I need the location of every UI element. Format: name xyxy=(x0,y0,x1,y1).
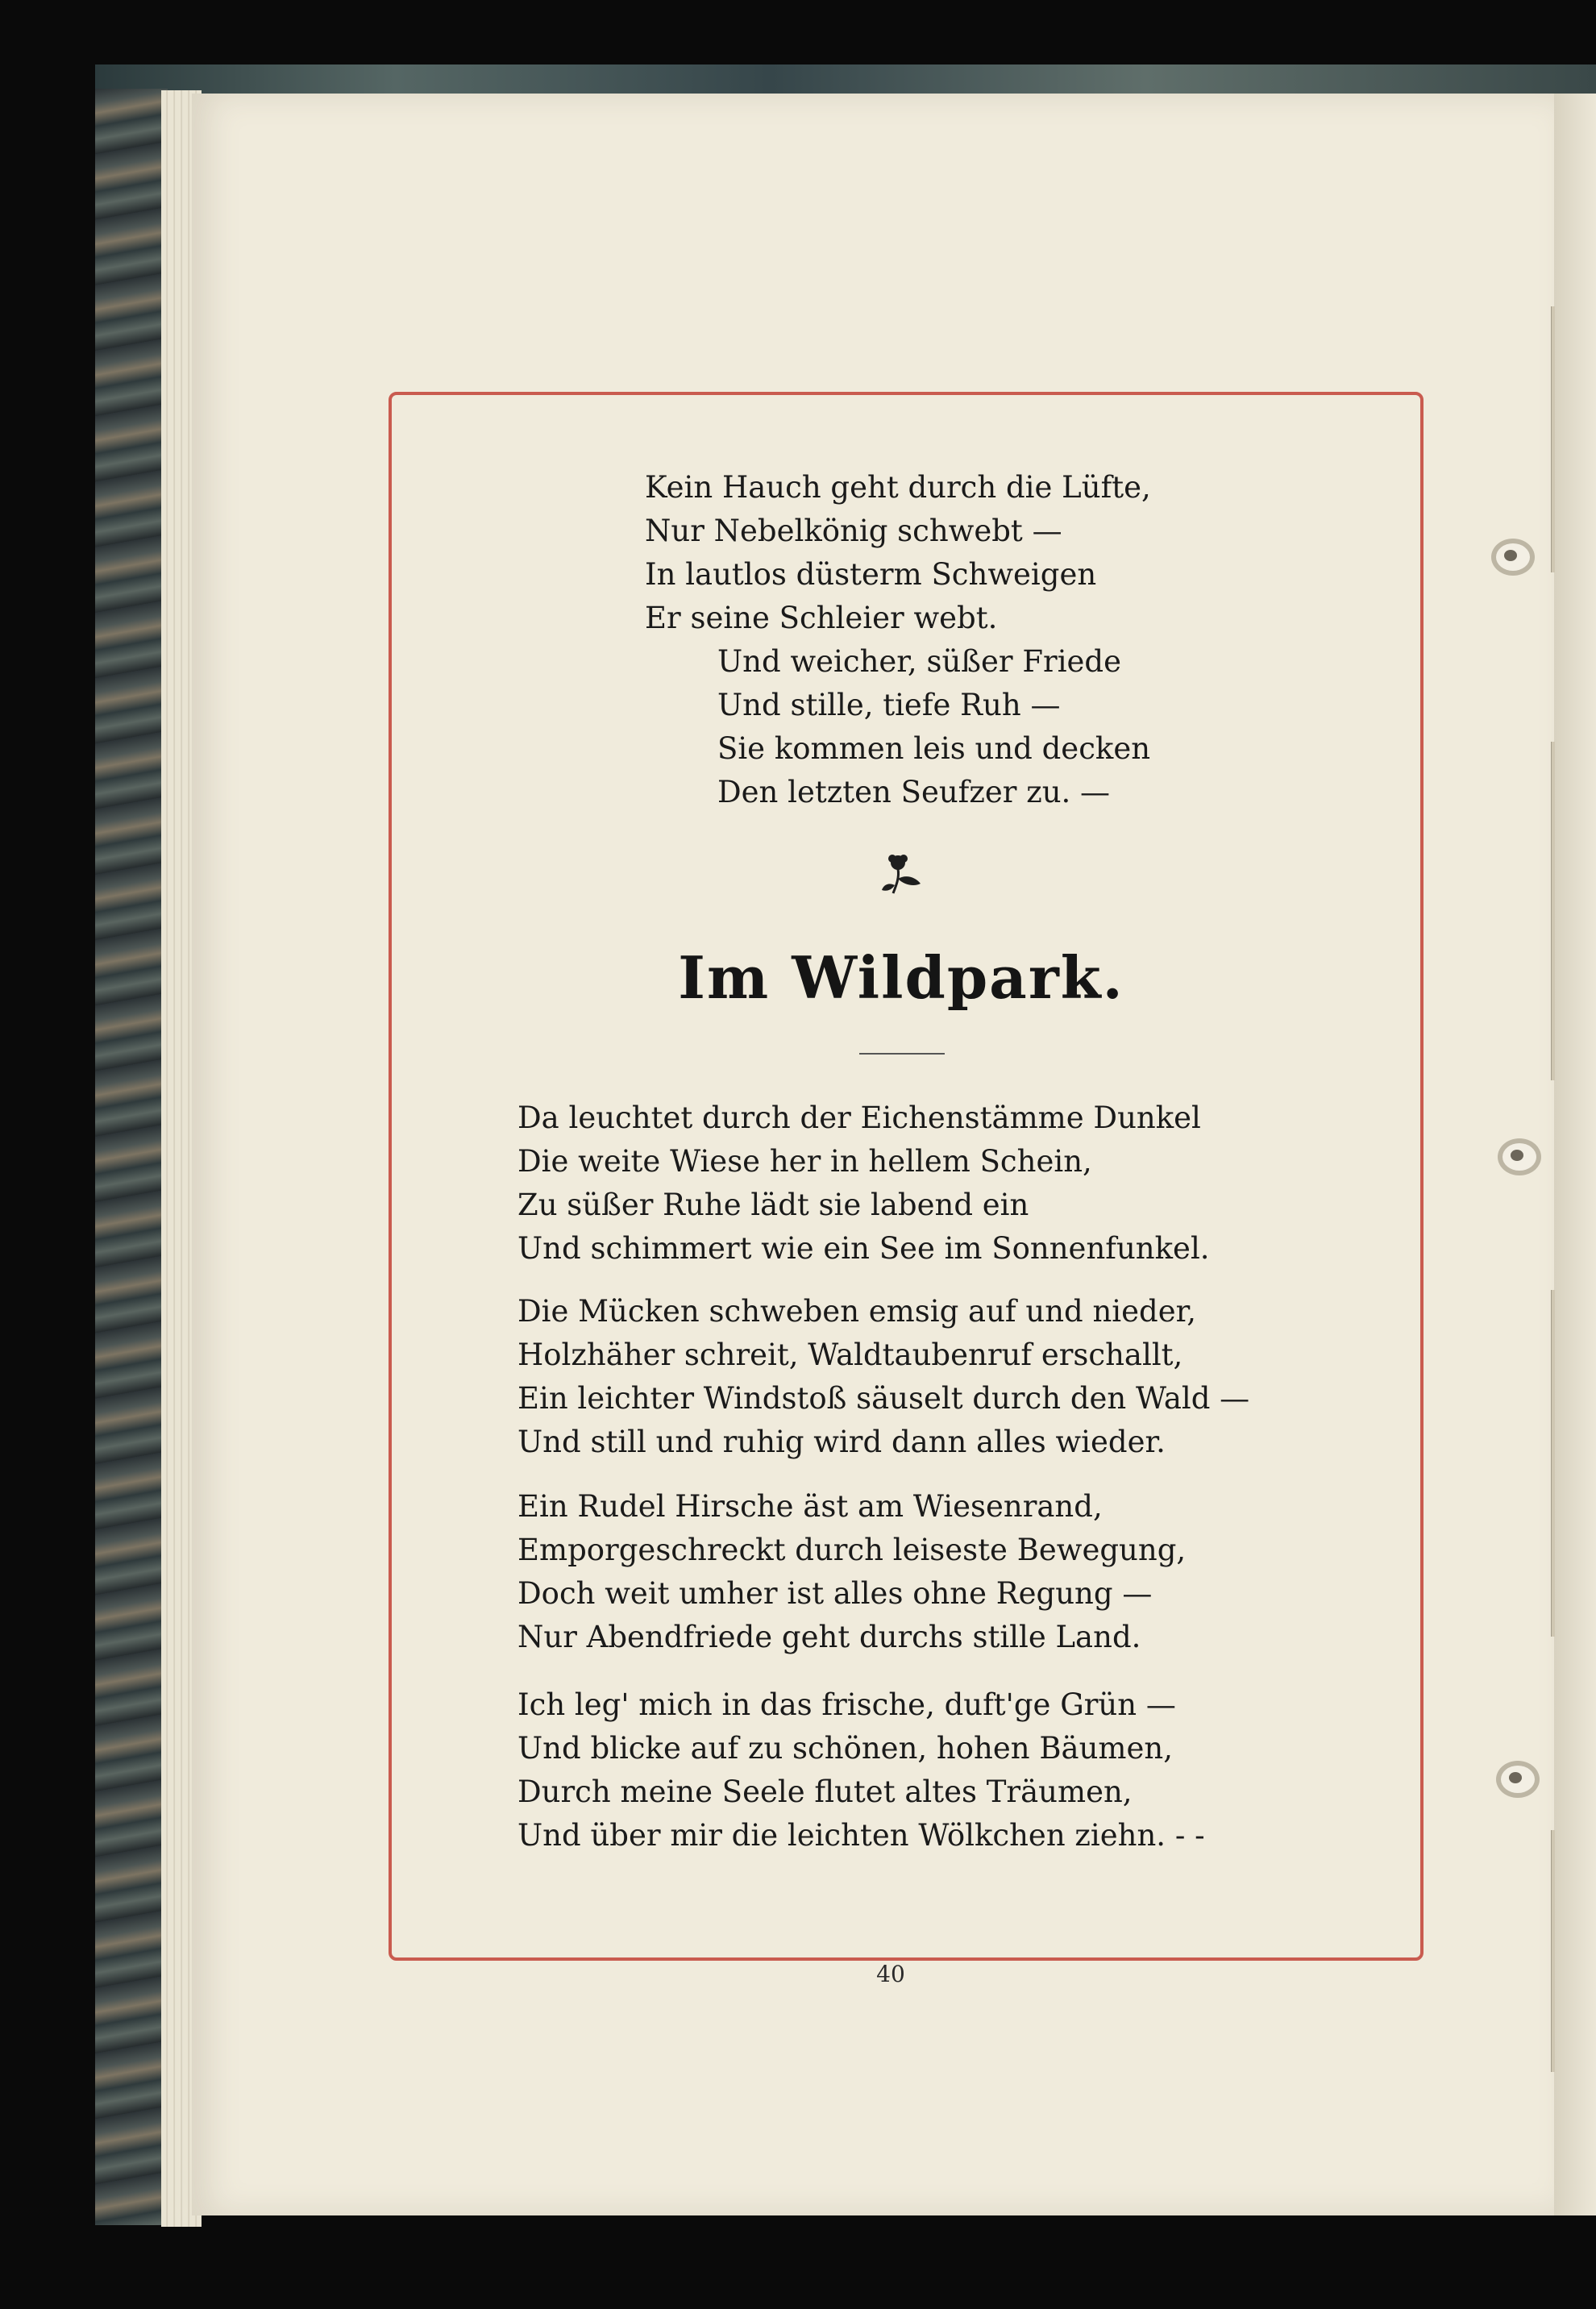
verse-line: Und blicke auf zu schönen, hohen Bäumen, xyxy=(517,1731,1174,1766)
verse-line: Und über mir die leichten Wölkchen ziehn. - - xyxy=(517,1818,1205,1853)
verse-line: Er seine Schleier webt. xyxy=(645,601,998,635)
flower-ornament-icon xyxy=(879,853,927,897)
verse-line: Zu süßer Ruhe lädt sie labend ein xyxy=(517,1188,1029,1222)
verse-line: Die weite Wiese her in hellem Schein, xyxy=(517,1144,1092,1179)
binding-hole xyxy=(1498,1138,1541,1175)
verse-line: Ich leg' mich in das frische, duft'ge Grün — xyxy=(517,1687,1176,1722)
stanza-2 xyxy=(517,1290,1249,1464)
page-number: 40 xyxy=(876,1961,905,1987)
binding-thread xyxy=(1551,306,1555,572)
verse-line: Und weicher, süßer Friede xyxy=(717,644,1121,679)
verse-line: Holzhäher schreit, Waldtaubenruf erschallt, xyxy=(517,1338,1183,1372)
binding-thread xyxy=(1551,742,1555,1080)
verse-line: Und schimmert wie ein See im Sonnenfunkel. xyxy=(517,1231,1210,1266)
stanza-3 xyxy=(517,1485,1186,1659)
stanza-1 xyxy=(517,1096,1210,1271)
poem-title: Im Wildpark. xyxy=(678,943,1124,1012)
verse-line: Emporgeschreckt durch leiseste Bewegung, xyxy=(517,1533,1187,1567)
stanza-4 xyxy=(517,1683,1205,1858)
verse-line: Nur Abendfriede geht durchs stille Land. xyxy=(517,1620,1141,1654)
verse-line: Kein Hauch geht durch die Lüfte, xyxy=(645,470,1151,505)
next-page-edge xyxy=(1554,94,1596,2215)
verse-line: Ein Rudel Hirsche äst am Wiesenrand, xyxy=(517,1489,1103,1524)
poem-top xyxy=(645,466,1151,814)
verse-line: Und still und ruhig wird dann alles wieder. xyxy=(517,1425,1166,1459)
verse-line: Sie kommen leis und decken xyxy=(717,731,1151,766)
binding-hole xyxy=(1491,539,1535,576)
verse-line: Da leuchtet durch der Eichenstämme Dunkel xyxy=(517,1100,1201,1135)
binding-thread xyxy=(1551,1290,1555,1637)
verse-line: Nur Nebelkönig schwebt — xyxy=(645,514,1062,548)
verse-line: Durch meine Seele flutet altes Träumen, xyxy=(517,1774,1133,1809)
verse-line: Doch weit umher ist alles ohne Regung — xyxy=(517,1576,1153,1611)
title-rule xyxy=(859,1053,945,1055)
verse-line: Den letzten Seufzer zu. — xyxy=(717,775,1111,809)
verse-line: In lautlos düsterm Schweigen xyxy=(645,557,1097,592)
verse-line: Ein leichter Windstoß säuselt durch den Wald — xyxy=(517,1381,1250,1416)
verse-line: Und stille, tiefe Ruh — xyxy=(717,688,1061,722)
verse-line: Die Mücken schweben emsig auf und nieder, xyxy=(517,1294,1197,1329)
book-cover-spine xyxy=(95,89,168,2225)
binding-thread xyxy=(1551,1830,1555,2072)
binding-hole xyxy=(1496,1761,1540,1798)
